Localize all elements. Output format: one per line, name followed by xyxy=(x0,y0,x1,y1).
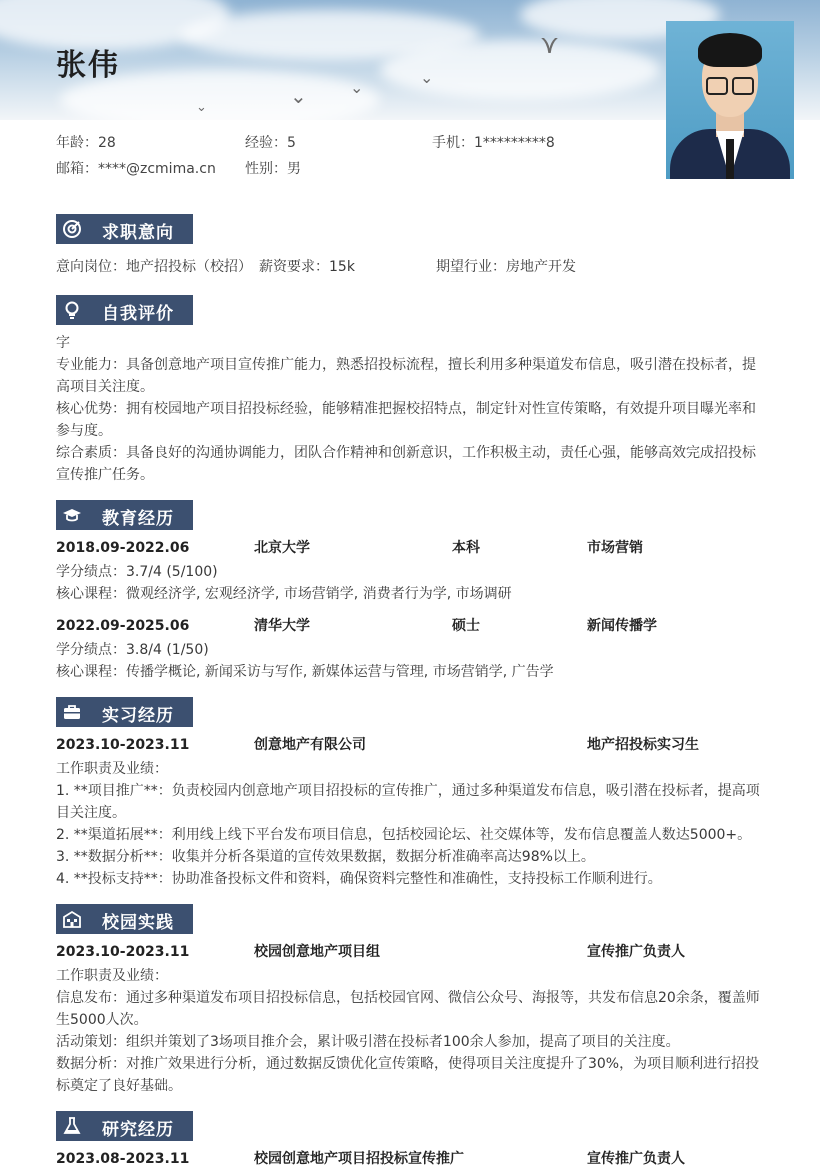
research-header xyxy=(56,1148,768,1170)
intern-company: 创意地产有限公司 xyxy=(254,737,366,753)
intern-line: 2. **渠道拓展**：利用线上线下平台发布项目信息，包括校园论坛、社交媒体等，发布信息覆盖人数达5000+。 xyxy=(56,827,752,843)
edu-gpa: 学分绩点：3.8/4 (1/50) xyxy=(56,642,209,658)
bird-icon: ⌄ xyxy=(350,78,364,97)
edu-major: 市场营销 xyxy=(587,540,643,556)
target-icon xyxy=(62,219,82,239)
bird-icon: ⌄ xyxy=(196,100,207,115)
edu-degree: 硕士 xyxy=(452,618,480,634)
edu-courses: 核心课程：传播学概论, 新闻采访与写作, 新媒体运营与管理, 市场营销学, 广告学 xyxy=(56,664,554,680)
intern-line: 目关注度。 xyxy=(56,805,126,821)
campus-header xyxy=(56,941,768,963)
section-campus xyxy=(56,904,193,934)
intern-line: 1. **项目推广**：负责校园内创意地产项目招投标的宣传推广，通过多种渠道发布信息，吸引潜在投标者，提高项 xyxy=(56,783,760,799)
research-project: 校园创意地产项目招投标宣传推广 xyxy=(254,1151,464,1167)
section-title: 教育经历 xyxy=(102,509,174,529)
self-eval-line: 高项目关注度。 xyxy=(56,379,154,395)
flask-icon xyxy=(62,1116,82,1136)
self-eval-line: 专业能力：具备创意地产项目宣传推广能力，熟悉招投标流程，擅长利用多种渠道发布信息，吸引潜在投标者，提 xyxy=(56,357,756,373)
campus-line: 标奠定了良好基础。 xyxy=(56,1078,182,1094)
campus-line: 信息发布：通过多种渠道发布项目招投标信息，包括校园官网、微信公众号、海报等，共发布信息20余条，覆盖师 xyxy=(56,990,760,1006)
section-education xyxy=(56,500,193,530)
section-title: 校园实践 xyxy=(102,913,174,933)
research-role: 宣传推广负责人 xyxy=(587,1151,685,1167)
internship-header xyxy=(56,734,768,756)
edu-period: 2018.09-2022.06 xyxy=(56,540,190,556)
graduation-cap-icon xyxy=(62,505,82,525)
campus-org: 校园创意地产项目组 xyxy=(254,944,380,960)
section-internship xyxy=(56,697,193,727)
intern-period: 2023.10-2023.11 xyxy=(56,737,190,753)
self-eval-line: 参与度。 xyxy=(56,423,112,439)
bird-icon: ⋎ xyxy=(540,30,560,60)
campus-period: 2023.10-2023.11 xyxy=(56,944,190,960)
campus-line: 工作职责及业绩： xyxy=(56,968,168,984)
edu-gpa: 学分绩点：3.7/4 (5/100) xyxy=(56,564,218,580)
education-item-header xyxy=(56,615,768,637)
research-period: 2023.08-2023.11 xyxy=(56,1151,190,1167)
intern-line: 工作职责及业绩： xyxy=(56,761,168,777)
edu-school: 清华大学 xyxy=(254,618,310,634)
section-self-eval xyxy=(56,295,193,325)
intent-position: 意向岗位：地产招投标（校招） xyxy=(56,259,252,275)
section-job-intent xyxy=(56,214,193,244)
section-title: 研究经历 xyxy=(102,1120,174,1140)
bird-icon: ⌄ xyxy=(420,68,434,87)
briefcase-icon xyxy=(62,702,82,722)
self-eval-line: 核心优势：拥有校园地产项目招投标经验，能够精准把握校招特点，制定针对性宣传策略，有效提升项目曝光率和 xyxy=(56,401,756,417)
section-research xyxy=(56,1111,193,1141)
intent-industry: 期望行业：房地产开发 xyxy=(436,259,576,275)
section-title: 实习经历 xyxy=(102,706,174,726)
intent-salary: 薪资要求：15k xyxy=(259,259,355,275)
age-field: 年龄：28 xyxy=(56,135,116,151)
gender-field: 性别：男 xyxy=(245,161,301,177)
self-eval-line: 字 xyxy=(56,335,70,351)
edu-school: 北京大学 xyxy=(254,540,310,556)
campus-role: 宣传推广负责人 xyxy=(587,944,685,960)
bird-icon: ⌄ xyxy=(290,84,307,108)
section-title: 自我评价 xyxy=(102,304,174,324)
edu-period: 2022.09-2025.06 xyxy=(56,618,190,634)
education-item-header xyxy=(56,537,768,559)
candidate-name: 张伟 xyxy=(56,48,120,83)
intern-line: 4. **投标支持**：协助准备投标文件和资料，确保资料完整性和准确性，支持投标工作顺利进行。 xyxy=(56,871,662,887)
campus-line: 生5000人次。 xyxy=(56,1012,148,1028)
lightbulb-icon xyxy=(62,300,82,320)
self-eval-line: 宣传推广任务。 xyxy=(56,467,154,483)
building-icon xyxy=(62,909,82,929)
intern-line: 3. **数据分析**：收集并分析各渠道的宣传效果数据，数据分析准确率高达98%以上。 xyxy=(56,849,595,865)
campus-line: 活动策划：组织并策划了3场项目推介会，累计吸引潜在投标者100余人参加，提高了项目的关注度。 xyxy=(56,1034,680,1050)
experience-field: 经验：5 xyxy=(245,135,296,151)
edu-major: 新闻传播学 xyxy=(587,618,657,634)
campus-line: 数据分析：对推广效果进行分析，通过数据反馈优化宣传策略，使得项目关注度提升了30%，为项目顺利进行招投 xyxy=(56,1056,760,1072)
edu-degree: 本科 xyxy=(452,540,480,556)
edu-courses: 核心课程：微观经济学, 宏观经济学, 市场营销学, 消费者行为学, 市场调研 xyxy=(56,586,512,602)
profile-photo xyxy=(666,21,794,179)
intern-role: 地产招投标实习生 xyxy=(587,737,699,753)
self-eval-line: 综合素质：具备良好的沟通协调能力，团队合作精神和创新意识，工作积极主动，责任心强，能够高效完成招投标 xyxy=(56,445,756,461)
phone-field: 手机：1*********8 xyxy=(432,135,555,151)
section-title: 求职意向 xyxy=(102,223,174,243)
email-field: 邮箱：****@zcmima.cn xyxy=(56,161,216,177)
